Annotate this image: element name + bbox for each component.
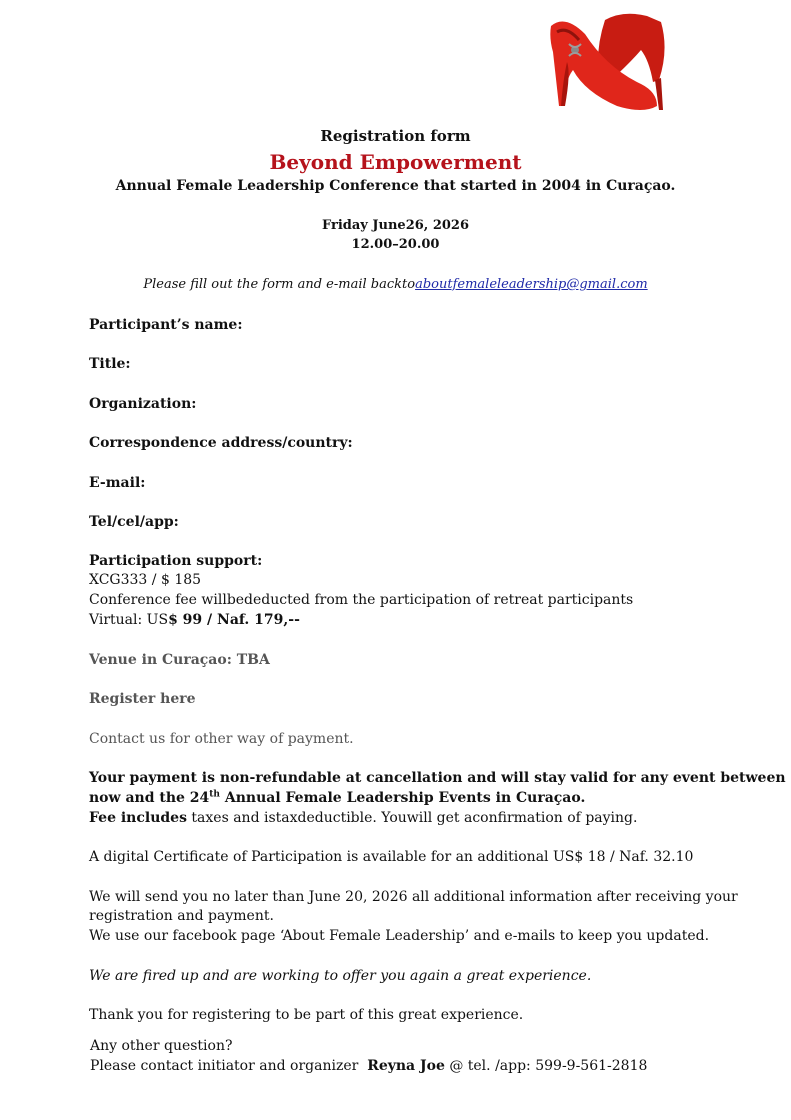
fee-includes xyxy=(89,810,637,826)
email-link[interactable]: aboutfemaleleadership@gmail.com xyxy=(415,277,648,292)
footer-contact xyxy=(90,1058,647,1074)
fee-text: taxes and istaxdeductible. Youwill get aconfirmation of paying. xyxy=(186,810,638,826)
thanks: Thank you for registering to be part of this great experience. xyxy=(89,1007,524,1023)
instruction xyxy=(0,277,791,292)
page-title: Beyond Empowerment xyxy=(269,150,522,174)
certificate: A digital Certificate of Participation is available for an additional US$ 18 / Naf. 32.10 xyxy=(89,849,694,865)
register-link[interactable]: Register here xyxy=(89,691,196,707)
refund-line2 xyxy=(89,790,585,806)
field-email: E-mail: xyxy=(89,475,146,491)
fired-up: We are fired up and are working to offer you again a great experience. xyxy=(89,968,592,984)
refund-line2-b: Annual Female Leadership Events in Curaçao. xyxy=(219,790,586,806)
refund-line2-a: now and the 24 xyxy=(89,790,210,806)
support-label: Participation support: xyxy=(89,553,263,569)
info-line2: registration and payment. xyxy=(89,908,274,924)
info-line3: We use our facebook page ‘About Female Leadership’ and e-mails to keep you updated. xyxy=(89,928,710,944)
virtual-prefix: Virtual: US xyxy=(89,612,169,628)
event-time: 12.00–20.00 xyxy=(351,237,440,252)
field-organization: Organization: xyxy=(89,396,197,412)
support-line2: Conference fee willbededucted from the participation of retreat participants xyxy=(89,592,634,608)
footer-contact-suffix: @ tel. /app: 599-9-561-2818 xyxy=(444,1058,648,1074)
subtitle: Annual Female Leadership Conference that started in 2004 in Curaçao. xyxy=(115,178,676,194)
field-address: Correspondence address/country: xyxy=(89,435,353,451)
refund-line2-sup: th xyxy=(209,789,220,800)
field-tel: Tel/cel/app: xyxy=(89,514,179,530)
field-participant-name: Participant’s name: xyxy=(89,317,243,333)
support-virtual xyxy=(89,612,300,628)
footer-question: Any other question? xyxy=(90,1038,233,1054)
form-label: Registration form xyxy=(320,127,471,145)
instruction-text: Please fill out the form and e-mail backto xyxy=(143,277,416,292)
field-title: Title: xyxy=(89,356,131,372)
fee-label: Fee includes xyxy=(89,810,187,826)
event-date: Friday June26, 2026 xyxy=(321,218,470,233)
support-line1: XCG333 / $ 185 xyxy=(89,572,202,588)
info-line1: We will send you no later than June 20, 2026 all additional information after receiving your xyxy=(89,889,738,905)
venue: Venue in Curaçao: TBA xyxy=(89,652,270,668)
virtual-value: $ 99 / Naf. 179,-- xyxy=(168,612,300,628)
refund-line1: Your payment is non-refundable at cancellation and will stay valid for any event between xyxy=(89,770,786,786)
contact-payment: Contact us for other way of payment. xyxy=(89,731,354,747)
red-high-heels-icon xyxy=(545,10,675,110)
organizer-name: Reyna Joe xyxy=(367,1058,445,1074)
footer-contact-prefix: Please contact initiator and organizer xyxy=(90,1058,359,1074)
